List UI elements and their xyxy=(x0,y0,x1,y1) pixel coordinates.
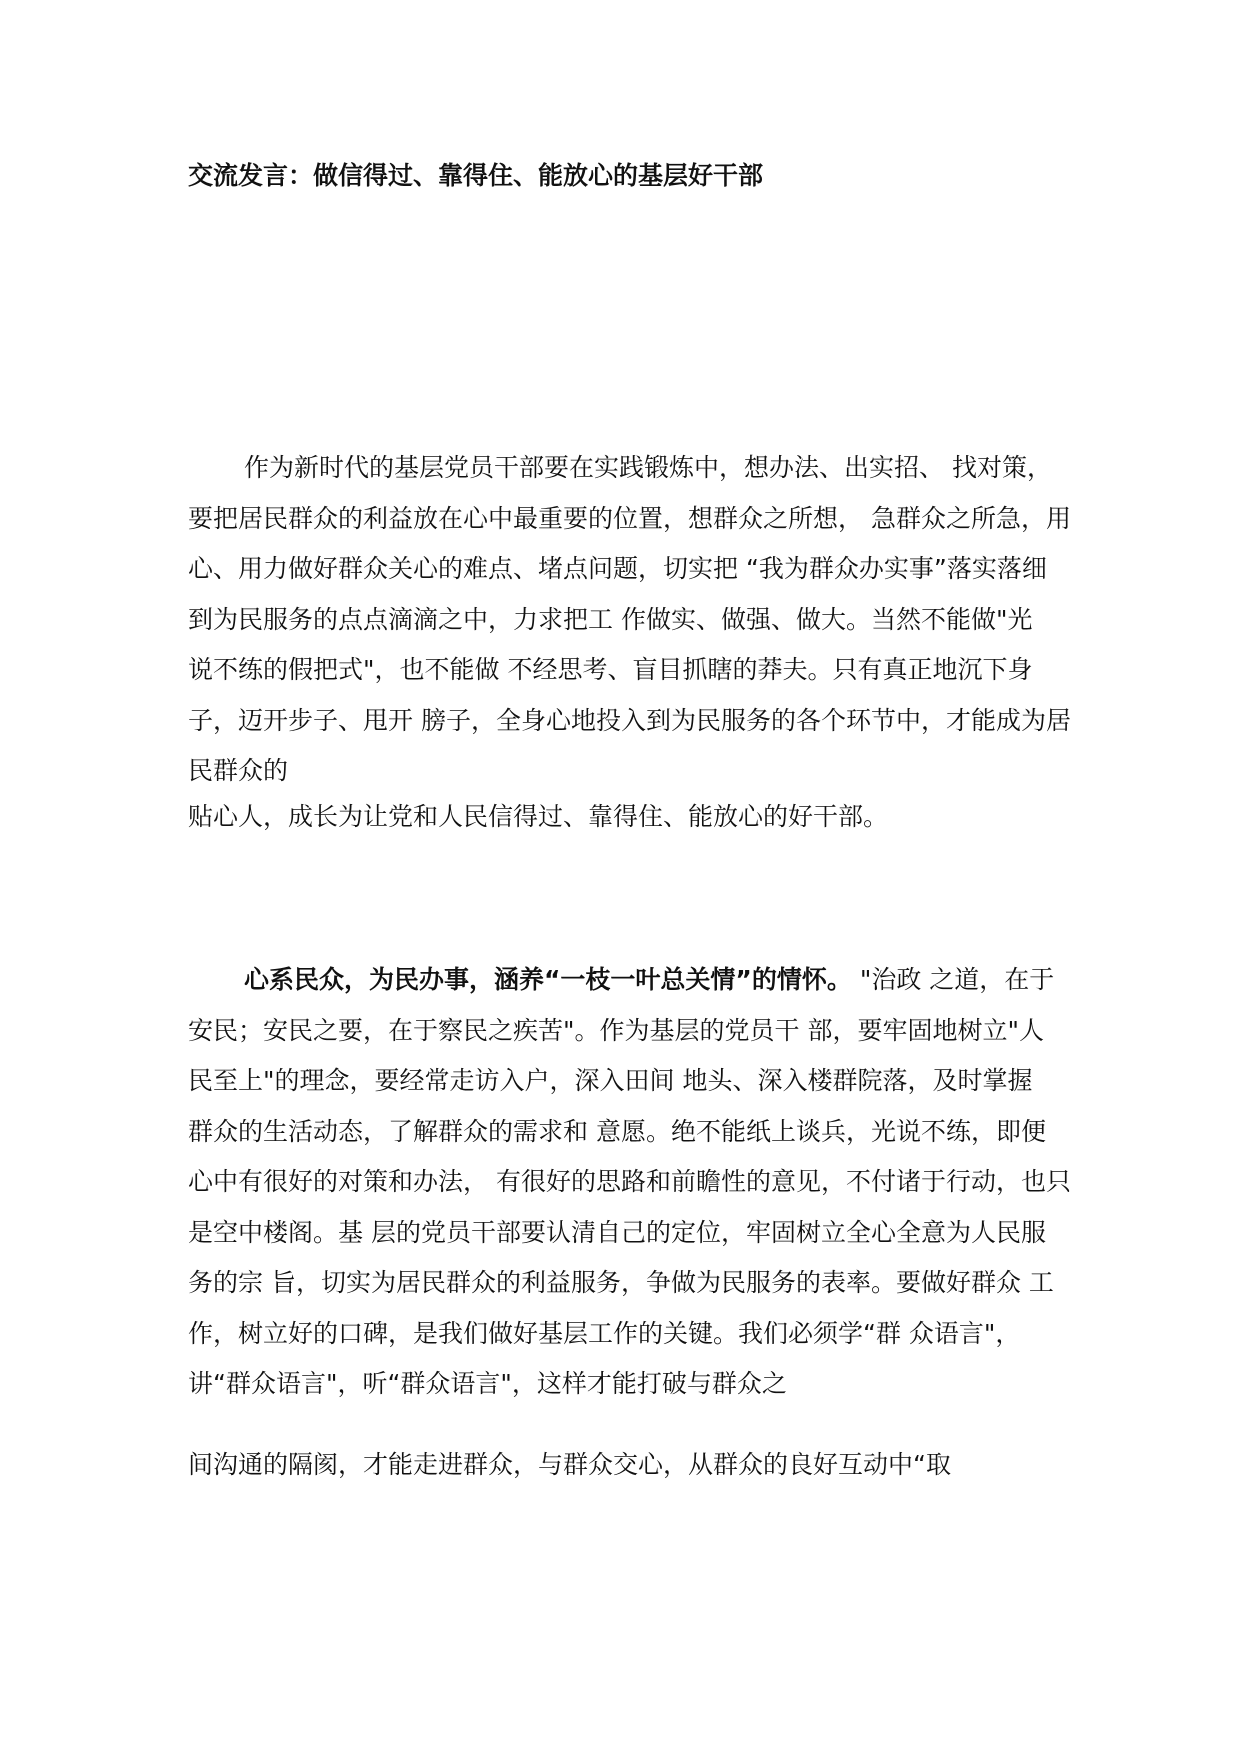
paragraph-line: 作，树立好的口碑，是我们做好基层工作的关键。我们必须学“群 众语言"， xyxy=(188,1318,1021,1348)
paragraph-1-continuation xyxy=(188,792,1068,843)
paragraph-line: 心、用力做好群众关心的难点、堵点问题，切实把 “我为群众办实事”落实落细 xyxy=(188,554,1047,583)
paragraph-line: 心中有很好的对策和办法， 有很好的思路和前瞻性的意见，不付诸于行动，也只 xyxy=(188,1167,1071,1196)
paragraph-line: 要把居民群众的利益放在心中最重要的位置，想群众之所想， 急群众之所急，用 xyxy=(188,503,1071,533)
paragraph-line: 说不练的假把式"，也不能做 不经思考、盲目抓瞎的莽夫。只有真正地沉下身 xyxy=(188,655,1033,684)
paragraph-line: 民群众的 xyxy=(188,756,289,785)
paragraph-line: 子，迈开步子、甩开 膀子，全身心地投入到为民服务的各个环节中，才能成为居 xyxy=(188,705,1071,735)
paragraph-lead-sentence: 心系民众，为民办事，涵养“一枝一叶总关情”的情怀。 xyxy=(244,965,852,994)
paragraph-line: 民至上"的理念，要经常走访入户，深入田间 地头、深入楼群院落，及时掌握 xyxy=(188,1066,1033,1095)
paragraph-line: 作为新时代的基层党员干部要在实践锻炼中，想办法、出实招、 找对策， xyxy=(244,453,1052,482)
paragraph-first-line xyxy=(188,955,1068,1006)
paragraph-line: 到为民服务的点点滴滴之中，力求把工 作做实、做强、做大。当然不能做"光 xyxy=(188,604,1033,634)
paragraph-1 xyxy=(188,443,1071,797)
paragraph-line: 务的宗 旨，切实为居民群众的利益服务，争做为民服务的表率。要做好群众 工 xyxy=(188,1268,1054,1297)
paragraph-line: 间沟通的隔阂，才能走进群众，与群众交心，从群众的良好互动中“取 xyxy=(188,1450,951,1479)
paragraph-2-continuation xyxy=(188,1440,1068,1491)
paragraph-first-line-rest: "治政 之道，在于 xyxy=(851,965,1055,994)
paragraph-line: 群众的生活动态，了解群众的需求和 意愿。绝不能纸上谈兵，光说不练，即便 xyxy=(188,1116,1046,1146)
paragraph-line: 安民；安民之要，在于察民之疾苦"。作为基层的党员干 部，要牢固地树立"人 xyxy=(188,1015,1044,1045)
paragraph-line: 是空中楼阁。基 层的党员干部要认清自己的定位，牢固树立全心全意为人民服 xyxy=(188,1217,1046,1247)
paragraph-2 xyxy=(188,955,1071,1410)
paragraph-line: 讲“群众语言"，听“群众语言"，这样才能打破与群众之 xyxy=(188,1369,787,1398)
document-title: 交流发言：做信得过、靠得住、能放心的基层好干部 xyxy=(188,161,764,190)
paragraph-line: 贴心人，成长为让党和人民信得过、靠得住、能放心的好干部。 xyxy=(188,802,889,831)
